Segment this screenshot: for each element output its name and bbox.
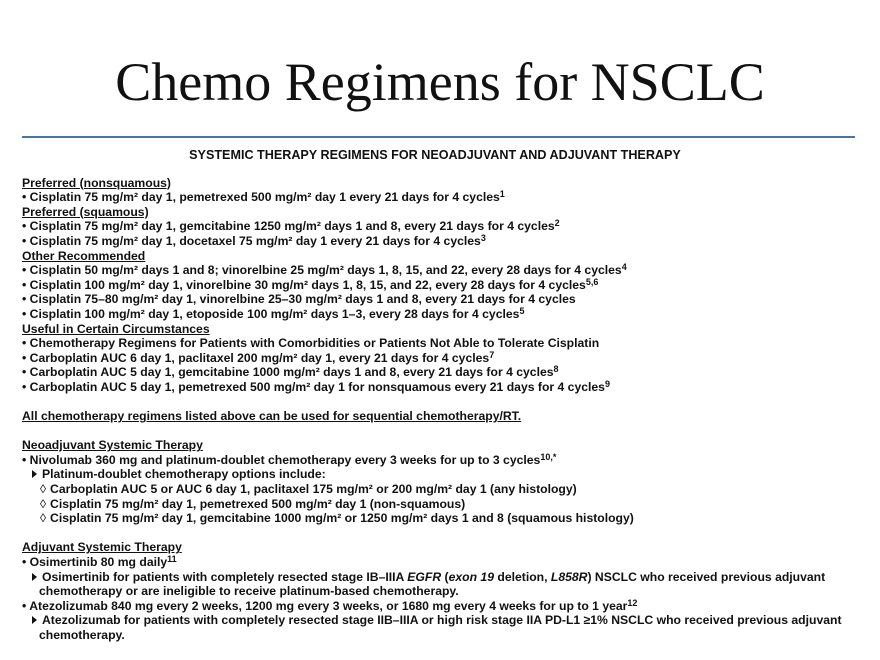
bullet: • (22, 555, 27, 570)
list-item: • Chemotherapy Regimens for Patients with Comorbidities or Patients Not Able to Tolerate Cisplatin (22, 336, 600, 351)
section-heading-certain-circumstances: Useful in Certain Circumstances (22, 321, 210, 336)
bullet: • (22, 190, 27, 205)
diamond-icon: ◊ (40, 482, 47, 497)
section-heading-adjuvant: Adjuvant Systemic Therapy (22, 540, 182, 555)
list-item: • Cisplatin 75 mg/m² day 1, pemetrexed 500 mg/m² day 1 every 21 days for 4 cycles$^1$ (22, 189, 505, 205)
bullet: • (22, 452, 27, 467)
bullet: • (22, 292, 27, 307)
sub-list-item: Atezolizumab for patients with completely resected stage IIB–IIIA or high risk stage IIA PD-L1 ≥1% NSCLC who received previous adjuvant chemotherapy. (22, 613, 867, 642)
list-item: • Carboplatin AUC 5 day 1, gemcitabine 1000 mg/m² days 1 and 8, every 21 days for 4 cycles$^8$ (22, 364, 559, 380)
diamond-icon: ◊ (40, 511, 47, 526)
bullet: • (22, 379, 27, 394)
option-item: ◊ Carboplatin AUC 5 or AUC 6 day 1, paclitaxel 175 mg/m² or 200 mg/m² day 1 (any histology) (40, 482, 577, 497)
option-item: ◊ Cisplatin 75 mg/m² day 1, gemcitabine 1000 mg/m² or 1250 mg/m² days 1 and 8 (squamous histology) (40, 511, 634, 526)
triangle-bullet-icon (32, 470, 37, 478)
section-heading-preferred-squamous: Preferred (squamous) (22, 204, 149, 219)
list-item: • Nivolumab 360 mg and platinum-doublet chemotherapy every 3 weeks for up to 3 cycles$^{10,*}$ (22, 451, 557, 467)
list-item: • Cisplatin 75 mg/m² day 1, gemcitabine 1250 mg/m² days 1 and 8, every 21 days for 4 cycles$^2$ (22, 218, 560, 234)
option-item: ◊ Cisplatin 75 mg/m² day 1, pemetrexed 500 mg/m² day 1 (non-squamous) (40, 496, 466, 511)
bullet: • (22, 219, 27, 234)
list-item: • Atezolizumab 840 mg every 2 weeks, 1200 mg every 3 weeks, or 1680 mg every 4 weeks for up to 1 year$^{12}$ (22, 597, 638, 613)
list-item: • Cisplatin 50 mg/m² days 1 and 8; vinorelbine 25 mg/m² days 1, 8, 15, and 22, every 28 days for 4 cycles$^4$ (22, 262, 627, 278)
bullet: • (22, 350, 27, 365)
list-item: • Osimertinib 80 mg daily$^{11}$ (22, 554, 177, 570)
regimens-content (22, 148, 862, 643)
slide-title: Chemo Regimens for NSCLC (115, 52, 765, 112)
bullet: • (22, 277, 27, 292)
bullet: • (22, 598, 27, 613)
table-title: SYSTEMIC THERAPY REGIMENS FOR NEOADJUVANT AND ADJUVANT THERAPY (189, 148, 681, 162)
section-heading-neoadjuvant: Neoadjuvant Systemic Therapy (22, 438, 203, 453)
title-divider (22, 136, 855, 138)
section-heading-preferred-nonsquamous: Preferred (nonsquamous) (22, 175, 171, 190)
bullet: • (22, 365, 27, 380)
sub-list-item: Osimertinib for patients with completely resected stage IB–IIIA EGFR (exon 19 deletion, L858R) NSCLC who received previous adjuvant chemotherapy or are ineligible to receive platinum-based chemotherapy. (22, 570, 854, 599)
bullet: • (22, 306, 27, 321)
sequential-note: All chemotherapy regimens listed above can be used for sequential chemotherapy/RT. (22, 409, 522, 424)
section-heading-other-recommended: Other Recommended (22, 248, 146, 263)
list-item: • Cisplatin 75–80 mg/m² day 1, vinorelbine 25–30 mg/m² days 1 and 8, every 21 days for 4 cycles (22, 292, 576, 307)
triangle-bullet-icon (32, 616, 37, 624)
list-item: • Cisplatin 75 mg/m² day 1, docetaxel 75 mg/m² day 1 every 21 days for 4 cycles$^3$ (22, 232, 486, 248)
bullet: • (22, 233, 27, 248)
list-item: • Carboplatin AUC 6 day 1, paclitaxel 200 mg/m² day 1, every 21 days for 4 cycles$^7$ (22, 349, 495, 365)
bullet: • (22, 263, 27, 278)
triangle-bullet-icon (32, 573, 37, 581)
bullet: • (22, 336, 27, 351)
list-item: • Cisplatin 100 mg/m² day 1, etoposide 100 mg/m² days 1–3, every 28 days for 4 cycles$^5$ (22, 305, 525, 321)
diamond-icon: ◊ (40, 496, 47, 511)
sub-list-item: Platinum-doublet chemotherapy options include: (22, 467, 862, 482)
list-item: • Cisplatin 100 mg/m² day 1, vinorelbine 30 mg/m² days 1, 8, 15, and 22, every 28 days for 4 cycles$^{5,6}$ (22, 276, 599, 292)
list-item: • Carboplatin AUC 5 day 1, pemetrexed 500 mg/m² day 1 for nonsquamous every 21 days for 4 cycles$^9$ (22, 378, 610, 394)
